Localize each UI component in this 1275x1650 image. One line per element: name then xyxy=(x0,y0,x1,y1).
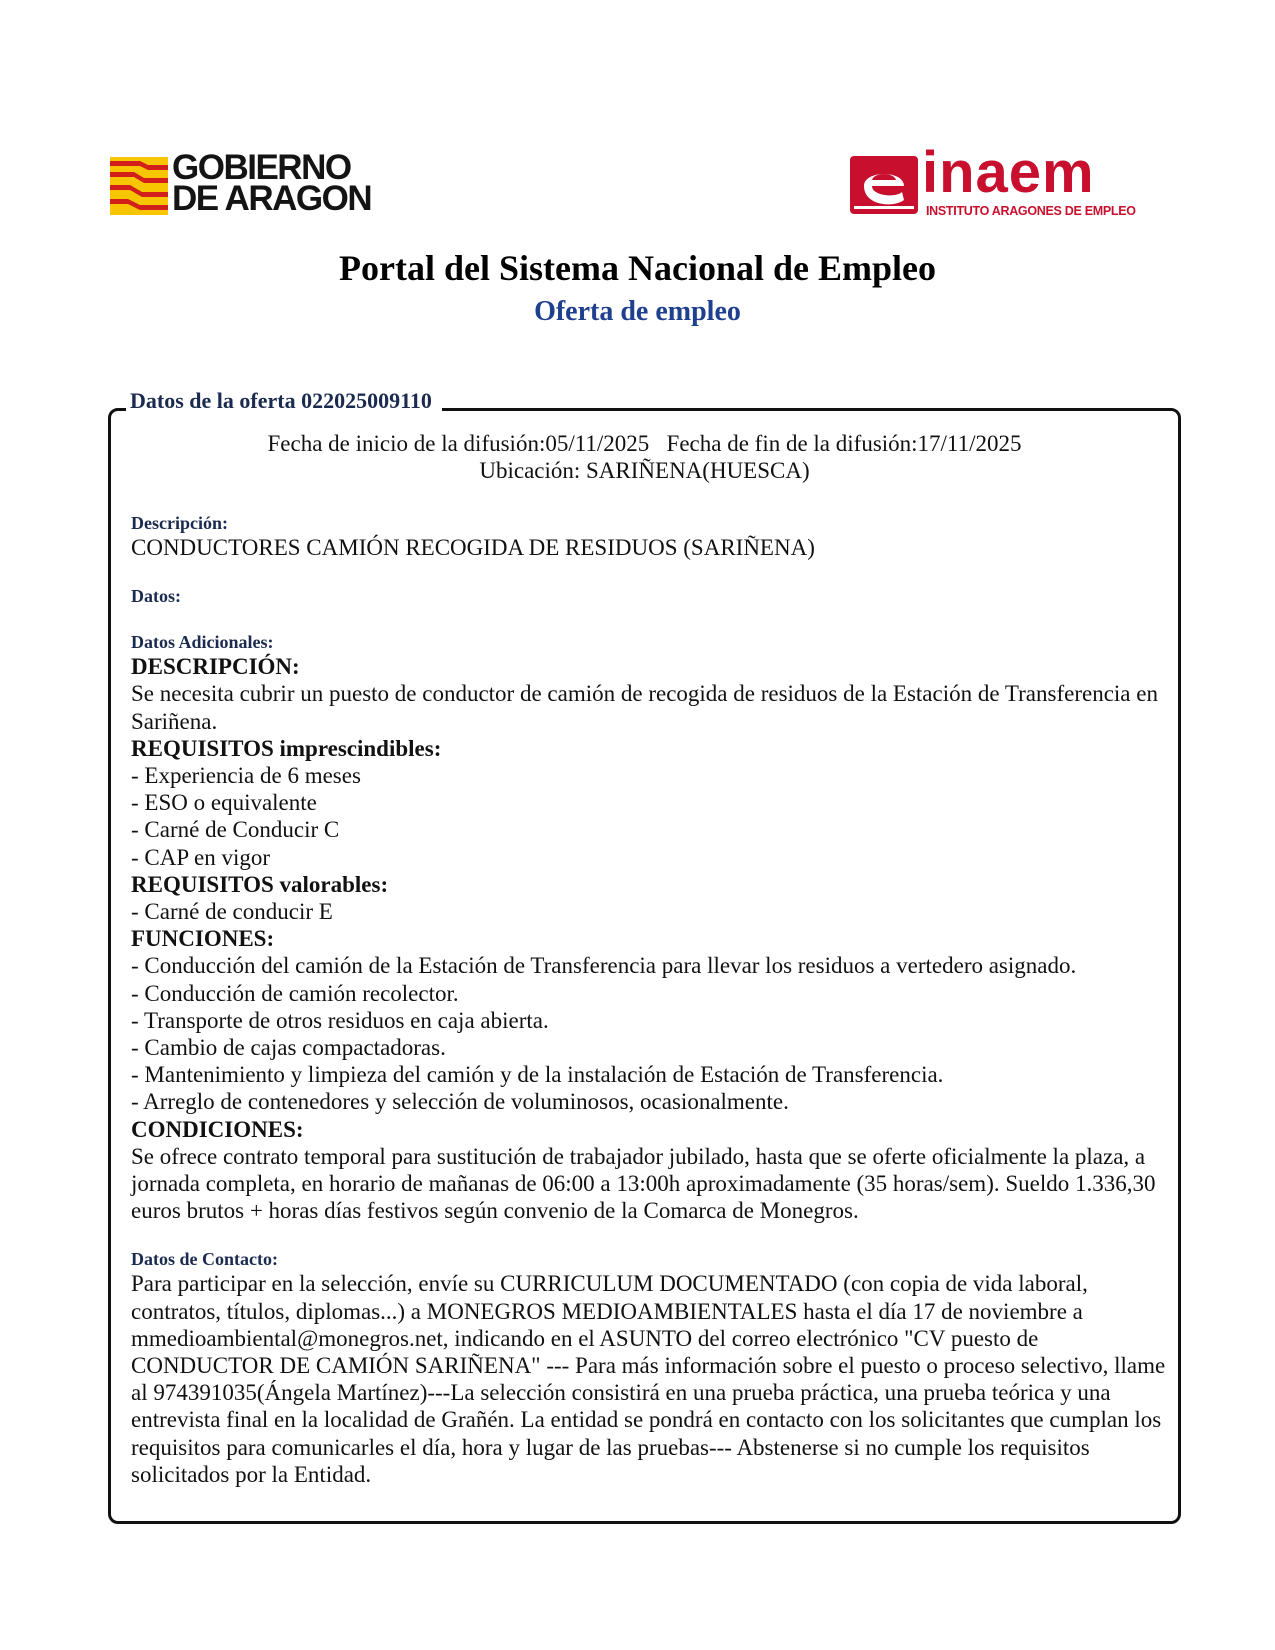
start-date: Fecha de inicio de la difusión:05/11/2025 xyxy=(267,431,650,456)
req-imprescindibles-list xyxy=(131,762,1171,871)
condiciones-heading: CONDICIONES: xyxy=(131,1116,304,1142)
inaem-wordmark: inaem xyxy=(922,140,1095,205)
list-item: - Conducción de camión recolector. xyxy=(131,980,459,1006)
contact-label: Datos de Contacto: xyxy=(131,1249,278,1270)
list-item: - ESO o equivalente xyxy=(131,790,317,816)
list-item: - Transporte de otros residuos en caja abierta. xyxy=(131,1007,549,1033)
gobierno-aragon-logo xyxy=(110,148,385,220)
list-item: - Cambio de cajas compactadoras. xyxy=(131,1035,446,1061)
condiciones-text: Se ofrece contrato temporal para sustitución de trabajador jubilado, hasta que se oferte oficialmente la plaza, a jornada completa, en horario de mañanas de 06:00 a 13:00h aproximadamente (35 horas/sem). Sueldo 1.336,30 euros brutos + horas días festivos según convenio de la Comarca de Monegros. xyxy=(131,1143,1156,1224)
req-imprescindibles-heading: REQUISITOS imprescindibles: xyxy=(131,735,442,761)
offer-content xyxy=(131,512,1171,1488)
funciones-heading: FUNCIONES: xyxy=(131,926,275,952)
req-valorables-heading: REQUISITOS valorables: xyxy=(131,871,389,897)
inaem-e-mark-icon xyxy=(850,156,918,214)
broadcast-dates xyxy=(108,430,1181,457)
list-item: - CAP en vigor xyxy=(131,844,271,870)
list-item: - Arreglo de contenedores y selección de voluminosos, ocasionalmente. xyxy=(131,1089,789,1115)
descripcion-heading: DESCRIPCIÓN: xyxy=(131,654,300,680)
list-item: - Experiencia de 6 meses xyxy=(131,763,361,789)
additional-data-label: Datos Adicionales: xyxy=(131,632,274,653)
list-item: - Mantenimiento y limpieza del camión y de la instalación de Estación de Transferencia. xyxy=(131,1062,944,1088)
list-item: - Carné de conducir E xyxy=(131,899,333,925)
description-label: Descripción: xyxy=(131,513,228,533)
inaem-logo xyxy=(850,140,1150,222)
req-valorables-list xyxy=(131,898,1171,925)
contact-text: Para participar en la selección, envíe su CURRICULUM DOCUMENTADO (con copia de vida laboral, contratos, títulos, diplomas...) a MONEGROS MEDIOAMBIENTALES hasta el día 17 de noviembre a mmedioambiental@monegros.net, indicando en el ASUNTO del correo electrónico "CV puesto de CONDUCTOR DE CAMIÓN SARIÑENA" --- Para más información sobre el puesto o proceso selectivo, llame al 974391035(Ángela Martínez)---La selección consistirá en una prueba práctica, una prueba teórica y una entrevista final en la localidad de Grañén. La entidad se pondrá en contacto con los solicitantes que cumplan los requisitos para comunicarles el día, hora y lugar de las pruebas--- Abstenerse si no cumple los requisitos solicitados por la Entidad. xyxy=(131,1271,1166,1487)
inaem-subtitle: INSTITUTO ARAGONES DE EMPLEO xyxy=(926,204,1136,218)
offer-legend: Datos de la oferta 022025009110 xyxy=(126,388,442,414)
page-title: Portal del Sistema Nacional de Empleo xyxy=(339,248,936,288)
funciones-list xyxy=(131,952,1171,1115)
descripcion-text: Se necesita cubrir un puesto de conductor de camión de recogida de residuos de la Estación de Transferencia en Sariñena. xyxy=(131,681,1158,734)
description-value: CONDUCTORES CAMIÓN RECOGIDA DE RESIDUOS (SARIÑENA) xyxy=(131,535,815,560)
end-date: Fecha de fin de la difusión:17/11/2025 xyxy=(666,431,1022,456)
datos-label: Datos: xyxy=(131,586,181,607)
aragon-logo-text: GOBIERNO DE ARAGON xyxy=(172,148,372,218)
location: Ubicación: SARIÑENA(HUESCA) xyxy=(479,458,810,483)
aragon-flag-icon xyxy=(110,157,168,215)
list-item: - Conducción del camión de la Estación de Transferencia para llevar los residuos a vertedero asignado. xyxy=(131,953,1077,979)
page-subtitle: Oferta de empleo xyxy=(534,296,741,327)
list-item: - Carné de Conducir C xyxy=(131,817,340,843)
